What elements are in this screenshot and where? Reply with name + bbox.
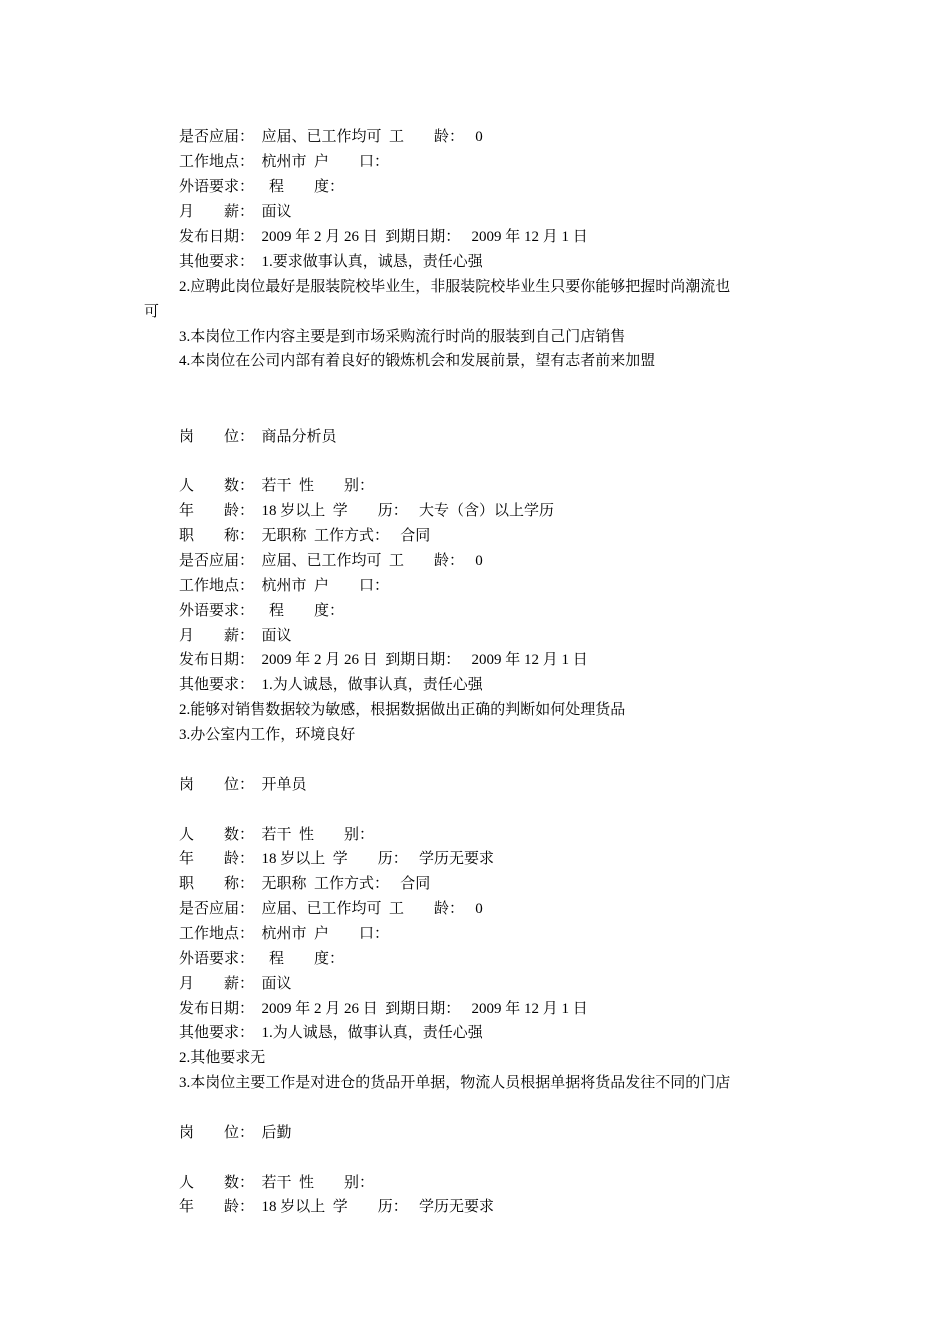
age-line: 年 龄： 18 岁以上 学 历： 大专（含）以上学历 xyxy=(179,503,555,519)
language-requirement-line: 外语要求： 程 度： xyxy=(179,603,345,619)
job-title-line: 职 称： 无职称 工作方式： 合同 xyxy=(179,876,431,892)
work-location-line: 工作地点： 杭州市 户 口： xyxy=(179,926,390,942)
post-title-line: 岗 位： 商品分析员 xyxy=(179,429,337,445)
headcount-line: 人 数： 若干 性 别： xyxy=(179,478,375,494)
salary-line: 月 薪： 面议 xyxy=(179,204,292,220)
fresh-graduate-line: 是否应届： 应届、已工作均可 工 龄： 0 xyxy=(179,129,483,145)
requirement-2-line: 2.其他要求无 xyxy=(179,1050,266,1066)
job-title-line: 职 称： 无职称 工作方式： 合同 xyxy=(179,528,431,544)
fresh-graduate-line: 是否应届： 应届、已工作均可 工 龄： 0 xyxy=(179,553,483,569)
requirement-3-line: 3.本岗位工作内容主要是到市场采购流行时尚的服装到自己门店销售 xyxy=(179,329,626,345)
headcount-line: 人 数： 若干 性 别： xyxy=(179,827,375,843)
language-requirement-line: 外语要求： 程 度： xyxy=(179,179,345,195)
work-location-line: 工作地点： 杭州市 户 口： xyxy=(179,578,390,594)
requirement-3-line: 3.本岗位主要工作是对进仓的货品开单据，物流人员根据单据将货品发往不同的门店 xyxy=(179,1075,731,1091)
requirement-2-continuation: 可 xyxy=(144,304,160,320)
language-requirement-line: 外语要求： 程 度： xyxy=(179,951,345,967)
salary-line: 月 薪： 面议 xyxy=(179,976,292,992)
requirement-2-line: 2.能够对销售数据较为敏感，根据数据做出正确的判断如何处理货品 xyxy=(179,702,626,718)
fresh-graduate-line: 是否应届： 应届、已工作均可 工 龄： 0 xyxy=(179,901,483,917)
other-requirements-line: 其他要求： 1.为人诚恳，做事认真，责任心强 xyxy=(179,677,483,693)
date-line: 发布日期： 2009 年 2 月 26 日 到期日期： 2009 年 12 月 1 日 xyxy=(179,229,588,245)
requirement-3-line: 3.办公室内工作，环境良好 xyxy=(179,727,356,743)
age-line: 年 龄： 18 岁以上 学 历： 学历无要求 xyxy=(179,1199,495,1215)
post-title-line: 岗 位： 后勤 xyxy=(179,1125,292,1141)
requirement-2-line: 2.应聘此岗位最好是服装院校毕业生，非服装院校毕业生只要你能够把握时尚潮流也 xyxy=(179,279,731,295)
work-location-line: 工作地点： 杭州市 户 口： xyxy=(179,154,390,170)
date-line: 发布日期： 2009 年 2 月 26 日 到期日期： 2009 年 12 月 1 日 xyxy=(179,652,588,668)
other-requirements-line: 其他要求： 1.要求做事认真，诚恳，责任心强 xyxy=(179,254,483,270)
post-title-line: 岗 位： 开单员 xyxy=(179,777,307,793)
other-requirements-line: 其他要求： 1.为人诚恳，做事认真，责任心强 xyxy=(179,1025,483,1041)
age-line: 年 龄： 18 岁以上 学 历： 学历无要求 xyxy=(179,851,495,867)
salary-line: 月 薪： 面议 xyxy=(179,628,292,644)
headcount-line: 人 数： 若干 性 别： xyxy=(179,1175,375,1191)
requirement-4-line: 4.本岗位在公司内部有着良好的锻炼机会和发展前景，望有志者前来加盟 xyxy=(179,353,656,369)
date-line: 发布日期： 2009 年 2 月 26 日 到期日期： 2009 年 12 月 1 日 xyxy=(179,1001,588,1017)
